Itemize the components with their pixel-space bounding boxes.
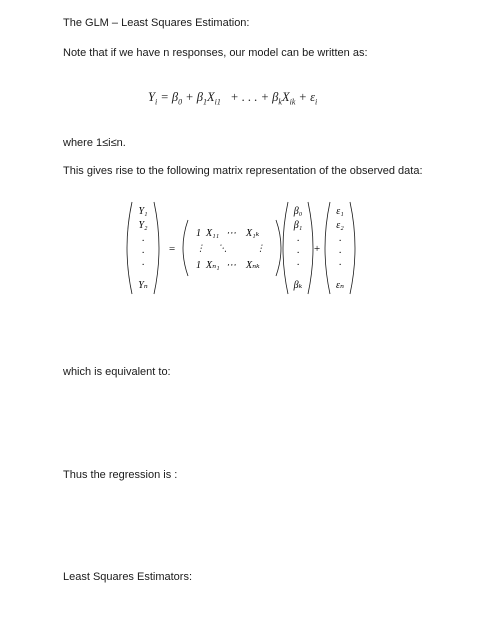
eps-entry-2: ε₂ (336, 220, 344, 231)
estimators-text: Least Squares Estimators: (63, 571, 193, 583)
svg-text:·: · (296, 248, 300, 259)
x-entry-n-2: Xₙ₁ (206, 260, 220, 271)
svg-text:·: · (338, 236, 342, 247)
svg-text:·: · (296, 236, 300, 247)
equals-sign: = (168, 243, 176, 255)
svg-text:·: · (141, 248, 145, 259)
eps-entry-1: ε₁ (336, 206, 344, 217)
svg-text:⋱: ⋱ (218, 243, 227, 253)
svg-text:·: · (296, 260, 300, 271)
x-entry-1-1: 1 (196, 228, 201, 239)
y-entry-1: Y₁ (138, 206, 148, 217)
x-matrix (183, 220, 281, 276)
x-entry-1-k: X₁ₖ (246, 228, 260, 239)
svg-text:·: · (338, 248, 342, 259)
plus-sign: + (313, 243, 321, 255)
matrix-equation (118, 200, 358, 296)
y-vector (127, 202, 159, 294)
svg-text:·: · (141, 236, 145, 247)
matrix-intro-text: This gives rise to the following matrix representation of the observed data: (63, 165, 423, 177)
beta-entry-0: β₀ (293, 206, 303, 217)
svg-text:⋮: ⋮ (196, 243, 205, 253)
x-entry-n-k: Xₙₖ (246, 260, 260, 271)
x-entry-1-2: X₁₁ (206, 228, 220, 239)
x-entry-n-dots: ⋯ (226, 260, 236, 271)
beta-entry-k: βₖ (293, 280, 303, 291)
eps-entry-n: εₙ (336, 280, 344, 291)
y-entry-n: Yₙ (138, 280, 148, 291)
svg-text:·: · (338, 260, 342, 271)
where-text: where 1≤i≤n. (63, 137, 126, 149)
heading: The GLM – Least Squares Estimation: (63, 17, 250, 29)
beta-entry-1: β₁ (293, 220, 303, 231)
beta-vector (283, 202, 313, 294)
svg-text:·: · (141, 260, 145, 271)
svg-text:⋮: ⋮ (256, 243, 265, 253)
x-entry-n-1: 1 (196, 260, 201, 271)
intro-text: Note that if we have n responses, our model can be written as: (63, 47, 368, 59)
epsilon-vector (325, 202, 355, 294)
regression-text: Thus the regression is : (63, 469, 178, 481)
x-entry-1-dots: ⋯ (226, 228, 236, 239)
y-entry-2: Y₂ (138, 220, 148, 231)
equivalent-text: which is equivalent to: (63, 366, 171, 378)
model-equation: $Y_i = \beta_0 + \beta_1X_{i1}$ + . . . + $\beta_kX_{ik} + \varepsilon_i$ (148, 90, 318, 107)
